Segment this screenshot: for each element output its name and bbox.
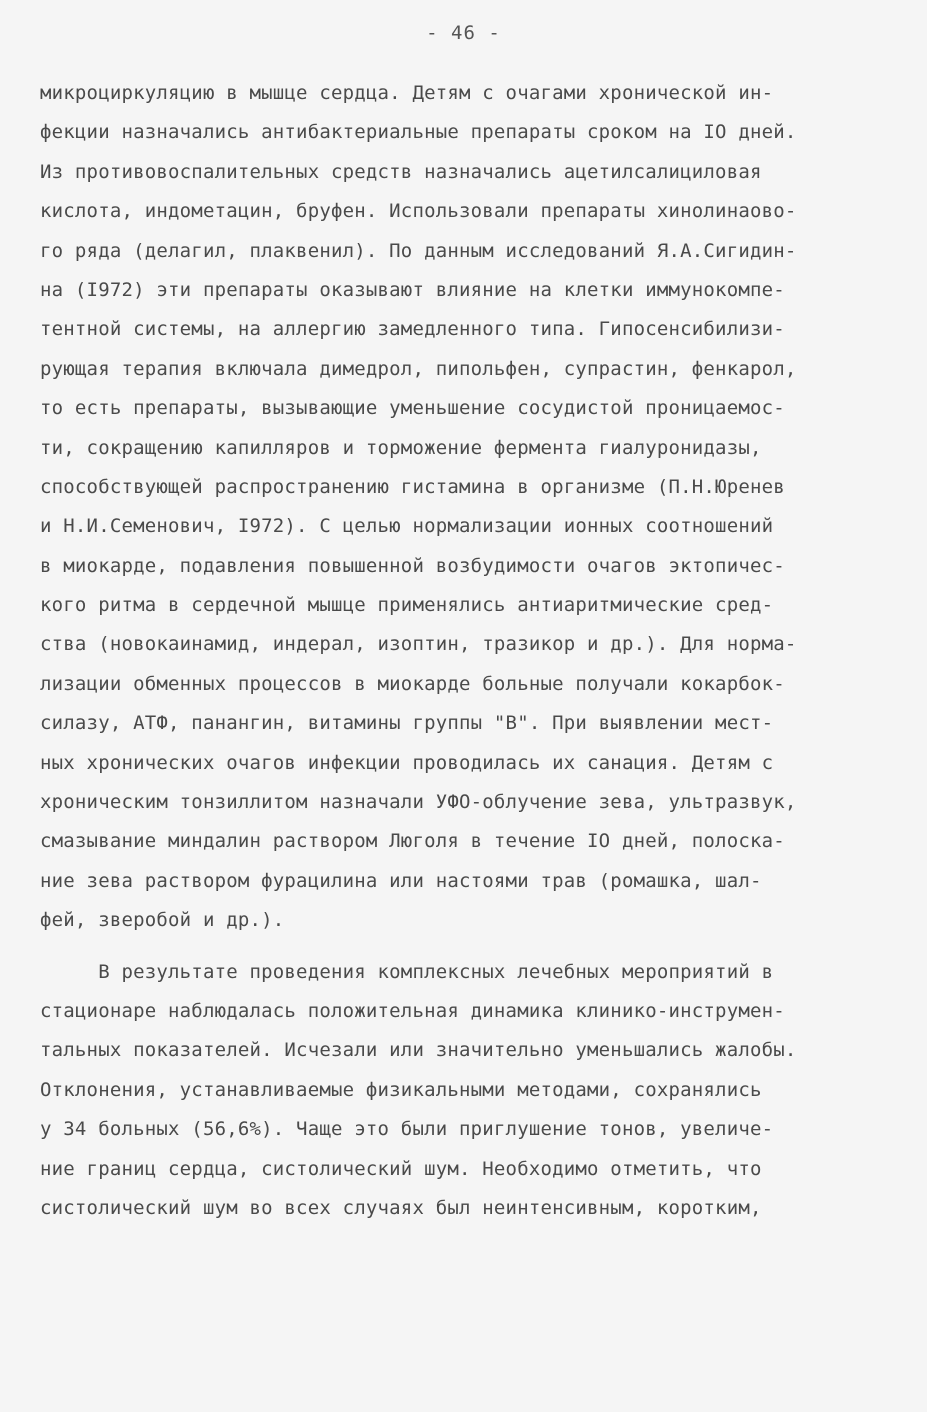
text-line: то есть препараты, вызывающие уменьшение сосудистой проницаемос- bbox=[40, 397, 785, 420]
body-text bbox=[40, 74, 890, 1228]
text-line: ние границ сердца, систолический шум. Необходимо отметить, что bbox=[40, 1157, 762, 1180]
text-line: на (I972) эти препараты оказывают влияние на клетки иммунокомпе- bbox=[40, 278, 785, 301]
paragraph-gap bbox=[40, 941, 890, 953]
paragraph-2 bbox=[40, 953, 890, 1229]
text-line: лизации обменных процессов в миокарде больные получали кокарбок- bbox=[40, 672, 785, 695]
text-line: систолический шум во всех случаях был неинтенсивным, коротким, bbox=[40, 1196, 762, 1219]
text-line: Из противовоспалительных средств назначались ацетилсалициловая bbox=[40, 160, 762, 183]
text-line: Отклонения, устанавливаемые физикальными методами, сохранялись bbox=[40, 1078, 762, 1101]
text-line: и Н.И.Семенович, I972). С целью нормализации ионных соотношений bbox=[40, 515, 774, 538]
text-line: ных хронических очагов инфекции проводилась их санация. Детям с bbox=[40, 751, 774, 774]
text-line: смазывание миндалин раствором Люголя в течение IO дней, полоска- bbox=[40, 830, 785, 853]
text-line: В результате проведения комплексных лечебных мероприятий в bbox=[40, 960, 774, 983]
paragraph-1 bbox=[40, 74, 890, 941]
text-line: ти, сокращению капилляров и торможение фермента гиалуронидазы, bbox=[40, 436, 762, 459]
text-line: хроническим тонзиллитом назначали УФО-облучение зева, ультразвук, bbox=[40, 791, 797, 814]
text-line: го ряда (делагил, плаквенил). По данным исследований Я.А.Сигидин- bbox=[40, 239, 797, 262]
text-line: кислота, индометацин, бруфен. Использовали препараты хинолинаово- bbox=[40, 200, 797, 223]
text-line: тальных показателей. Исчезали или значительно уменьшались жалобы. bbox=[40, 1039, 797, 1062]
text-line: способствующей распространению гистамина в организме (П.Н.Юренев bbox=[40, 475, 785, 498]
text-line: рующая терапия включала димедрол, пипольфен, супрастин, фенкарол, bbox=[40, 357, 797, 380]
text-line: у 34 больных (56,6%). Чаще это были приглушение тонов, увеличе- bbox=[40, 1118, 774, 1141]
text-line: фекции назначались антибактериальные препараты сроком на IO дней. bbox=[40, 121, 797, 144]
text-line: ства (новокаинамид, индерал, изоптин, тразикор и др.). Для норма- bbox=[40, 633, 797, 656]
text-line: силазу, АТФ, панангин, витамины группы "В". При выявлении мест- bbox=[40, 712, 774, 735]
page-number: - 46 - bbox=[426, 22, 501, 44]
text-line: микроциркуляцию в мышце сердца. Детям с очагами хронической ин- bbox=[40, 82, 774, 104]
text-line: в миокарде, подавления повышенной возбудимости очагов эктопичес- bbox=[40, 554, 785, 577]
text-line: тентной системы, на аллергию замедленного типа. Гипосенсибилизи- bbox=[40, 318, 785, 341]
text-line: стационаре наблюдалась положительная динамика клинико-инструмен- bbox=[40, 999, 785, 1022]
text-line: ние зева раствором фурацилина или настоями трав (ромашка, шал- bbox=[40, 869, 762, 892]
text-line: фей, зверобой и др.). bbox=[40, 909, 285, 932]
text-line: кого ритма в сердечной мышце применялись антиаритмические сред- bbox=[40, 594, 774, 617]
